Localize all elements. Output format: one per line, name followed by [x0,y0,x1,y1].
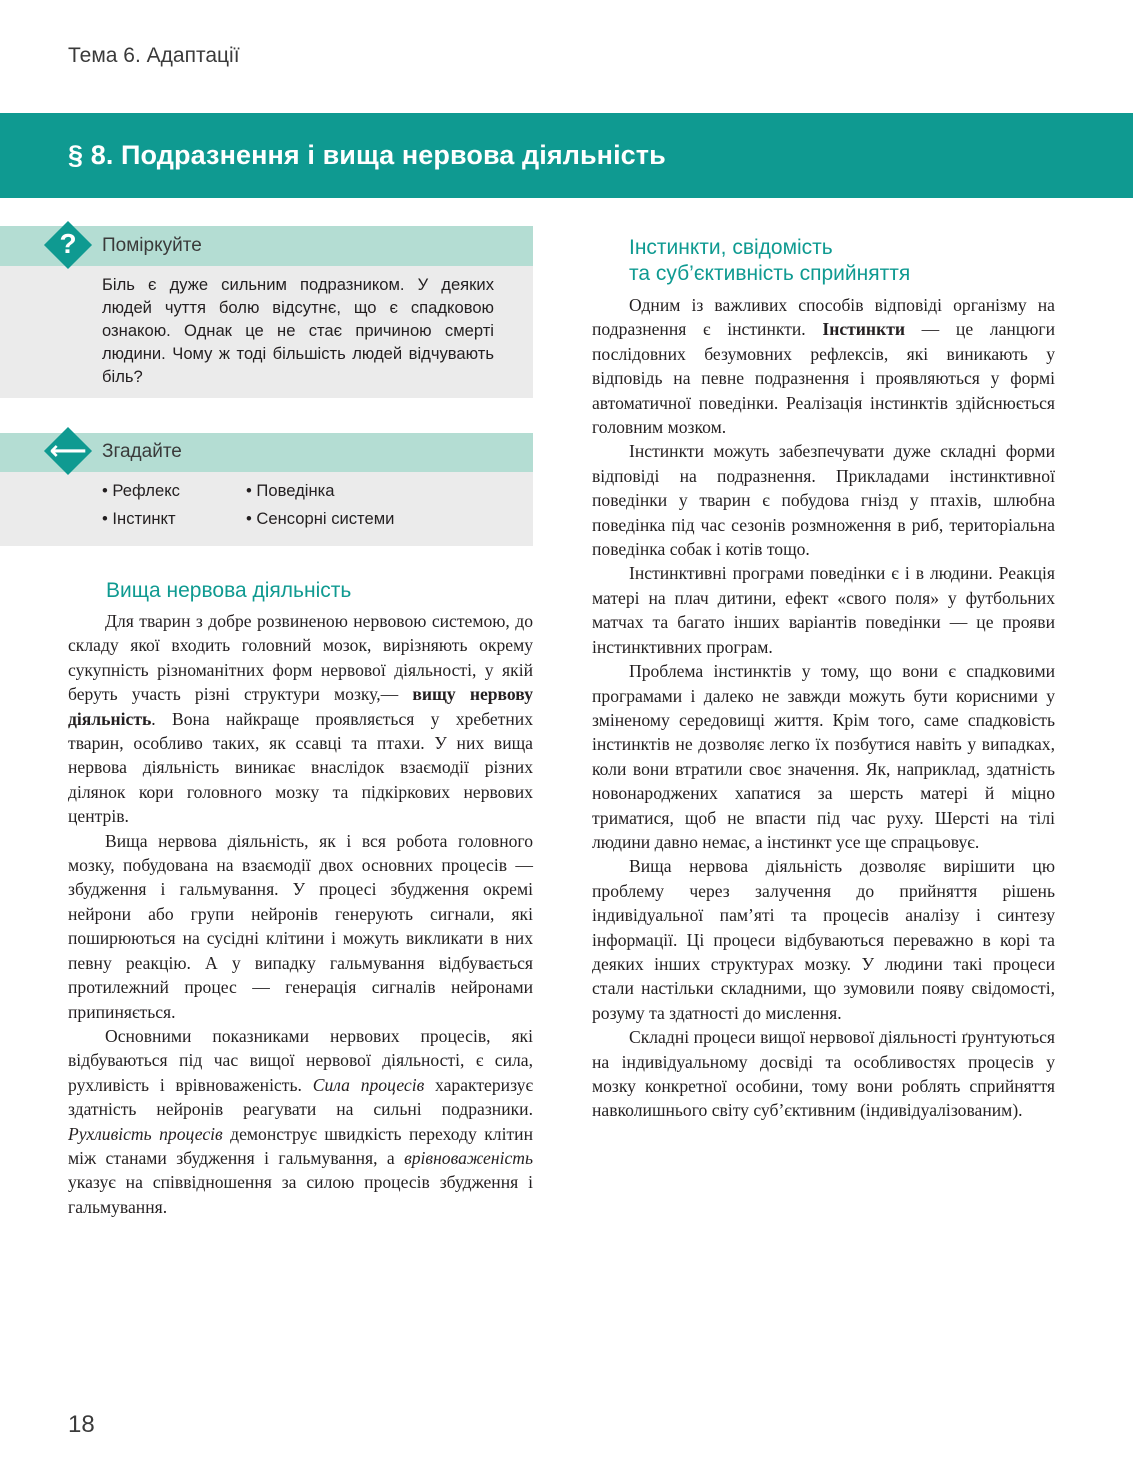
recall-item: • Сенсорні системи [246,509,394,529]
paragraph: Інстинктивні програми поведінки є і в людини. Реакція матері на плач дитини, ефект «свого поля» у футбольних матчах та багато інших варіантів поведінки — це прояви інстинктивних програм. [592,563,1055,657]
page-title: § 8. Подразнення і вища нервова діяльність [68,140,666,170]
section-heading-right: Інстинкти, свідомість та суб’єктивність сприйняття [629,236,911,285]
paragraph: Для тварин з добре розвиненою нервовою системою, до складу якої входить головний мозок, вирізняють окрему сукупність різноманітних форм нервової діяльності, у якій беруть участь різні структури мозку,— вищу нервову діяльність. Вона найкраще проявляється у хребетних тварин, особливо таких, як ссавці та птахи. У них вища нервова діяльність виникає внаслідок взаємодії різних ділянок кори головного мозку та підкіркових нервових центрів. [68,611,533,827]
topic-header: Тема 6. Адаптації [68,44,240,67]
left-column [68,609,533,1219]
recall-item: • Інстинкт [102,509,176,529]
paragraph: Вища нервова діяльність, як і вся робота головного мозку, побудована на взаємодії двох основних процесів — збудження і гальмування. У процесі збудження окремі нейрони або групи нейронів генерують сигнали, які поширюються на сусідні клітини і можуть викликати в них певну реакцію. А у випадку гальмування відбувається протилежний процес — генерація сигналів нейронами припиняється. [68,830,533,1022]
think-box-text: Біль є дуже сильним подразником. У деяких людей чуття болю відсутнє, що є спадковою ознакою. Однак це не стає причиною смерті людини. Чому ж тоді більшість людей відчувають біль? [102,275,494,386]
paragraph: Складні процеси вищої нервової діяльності ґрунтуються на індивідуальному досвіді та особливостях процесів у мозку конкретної особини, тому вони роблять сприйняття навколишнього світу суб’єктивним (індивідуалізованим). [592,1027,1055,1121]
paragraph: Одним із важливих способів відповіді організму на подразнення є інстинкти. Інстинкти — це ланцюги послідовних безумовних рефлексів, які виникають у відповідь на певне подразнення і проявляються у формі автоматичної поведінки. Реалізація інстинктів здійснюється головним мозком. [592,295,1055,438]
paragraph: Основними показниками нервових процесів, які відбуваються під час вищої нервової діяльності, є сила, рухливість і врівноваженість. Сила процесів характеризує здатність нейронів реагувати на сильні подразники. Рухливість процесів демонструє швидкість переходу клітин між станами збудження і гальмування, а врівноваженість указує на співвідношення за силою процесів збудження і гальмування. [68,1025,533,1217]
page-number: 18 [68,1411,95,1438]
arrow-left-icon: ⟵ [49,435,87,465]
right-column [592,293,1055,1123]
paragraph: Інстинкти можуть забезпечувати дуже складні форми відповіді на подразнення. Прикладами інстинктивної поведінки у тварин є побудова гнізд у птахів, шлюбна поведінка під час сезонів розмноження в риб, територіальна поведінка собак і котів тощо. [592,441,1055,560]
section-heading-left: Вища нервова діяльність [106,579,352,602]
question-icon: ? [59,228,77,259]
recall-item: • Рефлекс [102,481,180,501]
paragraph: Проблема інстинктів у тому, що вони є спадковими програмами і далеко не завжди можуть бути корисними у зміненому середовищі життя. Крім того, саме спадковість інстинктів не дозволяє легко їх позбутися навіть у випадках, коли вони втратили своє значення. Як, наприклад, здатність новонароджених хапатися за шерсть матері й міцно триматися, щоб не впасти під час руху. Шерсті на тілі людини давно немає, а інстинкт усе ще спрацьовує. [592,661,1055,852]
recall-box-label: Згадайте [102,441,182,462]
paragraph: Вища нервова діяльність дозволяє вирішити цю проблему через залучення до прийняття рішень індивідуальної пам’яті та процесів аналізу і синтезу інформації. Ці процеси відбуваються переважно в корі та деяких інших структурах мозку. У людини такі процеси стали настільки складними, що зумовили появу свідомості, розуму та здатності до мислення. [592,856,1055,1023]
think-box-label: Поміркуйте [102,235,202,256]
recall-item: • Поведінка [246,481,334,501]
